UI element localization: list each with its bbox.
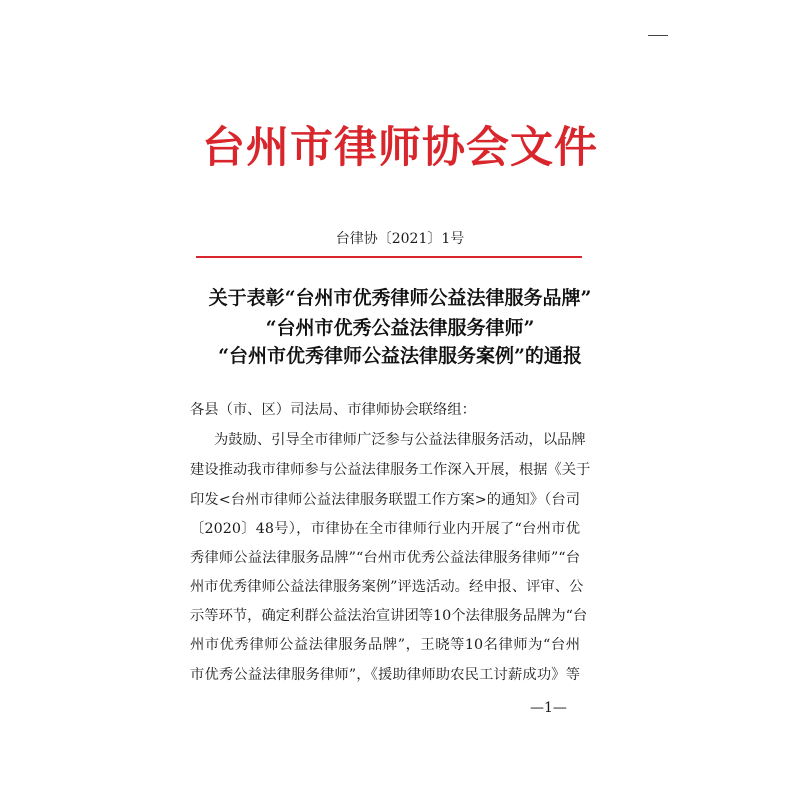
heading-line-1: 关于表彰“台州市优秀律师公益法律服务品牌” [208, 287, 592, 309]
heading-line-2: “台州市优秀公益法律服务律师” [265, 317, 535, 339]
body-line: 州市优秀律师公益法律服务案例”评选活动。经申报、评审、公 [190, 579, 584, 595]
body-line: 秀律师公益法律服务品牌”“台州市优秀公益法律服务律师”“台 [190, 550, 580, 566]
body-line: 州市优秀律师公益法律服务品牌”，王晓等10名律师为“台州 [190, 637, 580, 653]
body-line: 示等环节，确定利群公益法治宣讲团等10个法律服务品牌为“台 [190, 608, 588, 624]
heading-line-3: “台州市优秀律师公益法律服务案例”的通报 [218, 345, 582, 367]
body-line: 印发<台州市律师公益法律服务联盟工作方案>的通知》（台司 [190, 492, 580, 508]
body-line: 〔2020〕48号），市律协在全市律师行业内开展了“台州市优 [190, 521, 580, 537]
body-line: 为鼓励、引导全市律师广泛参与公益法律服务活动，以品牌 [214, 432, 586, 448]
document-number: 台律协〔2021〕1号 [335, 231, 465, 247]
body-line: 市优秀公益法律服务律师”，《援助律师助农民工讨薪成功》等 [190, 667, 580, 683]
corner-mark [648, 35, 668, 36]
salutation: 各县（市、区）司法局、市律师协会联络组： [190, 402, 476, 418]
body-line: 建设推动我市律师参与公益法律服务工作深入开展，根据《关于 [190, 462, 591, 478]
red-divider-line [196, 256, 582, 258]
document-title: 台州市律师协会文件 [202, 123, 598, 173]
page-number: —1— [530, 700, 567, 716]
